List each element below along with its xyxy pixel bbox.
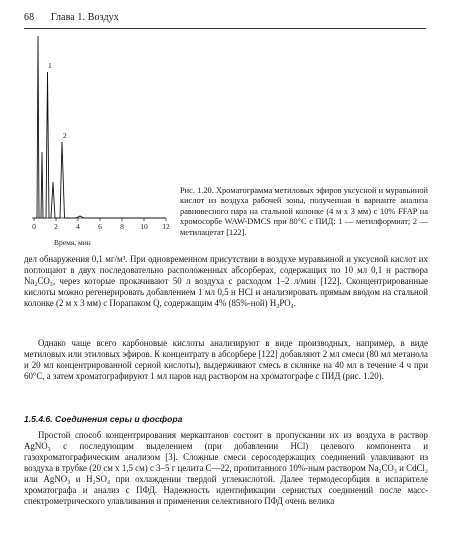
paragraph-text: Простой способ концентрирования меркаптанов состоит в пропускании их из воздуха в раствор AgNO₃ с последующим выделением (при добавлении HCl) целевого компонента и газохроматографическим анализом [3]. Сложные смеси серосодержащих соединений улавливают из воздуха в трубке (20 см x 1,5 см) с 3–5 г целита С—22, пропитанного 10%-ным раствором Na₂CO₃ и CdCl₂ или AgNO₃ и H₂SO₄ при охлаждении твердой углекислотой. Далее термодесорбция в испарителе хроматографа и анализ с ПФД. Надежность идентификации сернистых соединений после масс-спектрометрического улавливания и применения селективного ПФД очень велика (24, 430, 428, 507)
tick-label: 4 (76, 222, 80, 231)
paragraph-1 (24, 254, 428, 309)
time-axis-title: Время, мин (54, 238, 91, 247)
peak-label: 1 (48, 61, 52, 70)
tick-label: 12 (162, 222, 170, 231)
running-head (24, 12, 119, 23)
tick-label: 10 (140, 222, 148, 231)
section-heading: 1.5.4.6. Соединения серы и фосфора (24, 414, 183, 424)
paragraph-3 (24, 430, 428, 507)
chromatogram-plot (26, 32, 172, 236)
chromatogram-trace (34, 36, 166, 218)
chromatogram-figure (26, 32, 172, 250)
tick-label: 6 (98, 222, 102, 231)
paragraph-2 (24, 338, 428, 382)
header-rule (24, 28, 426, 29)
tick-label: 0 (32, 222, 36, 231)
tick-label: 2 (54, 222, 58, 231)
paragraph-text: дел обнаружения 0,1 мг/м³. При одновременном присутствии в воздухе муравьиной и уксусной кислот их поглощают в двух последовательно расположенных абсорберах, содержащих по 10 мл 0,1 н раствора Na₂CO₃, через которые прокачивают 50 л воздуха с расходом 1–2 л/мин [122]. Сконцентрированные кислоты можно регенерировать добавлением 1 мл 0,5 н HCl и анализировать прямым вводом на стальной колонке (2 м x 3 мм) с Порапаком Q, содержащим 4% (85%-ной) H₃PO₄. (24, 254, 428, 309)
page-number: 68 (24, 12, 35, 23)
paragraph-text: Однако чаще всего карбоновые кислоты анализируют в виде производных, например, в виде метиловых или этиловых эфиров. К концентрату в абсорбере [122] добавляют 2 мл смеси (80 мл метанола и 20 мл концентрированной серной кислоты), выдерживают смесь в склянке на 40 мл в течение 4 ч при 60°С, а затем хроматографируют 1 мл паров над раствором на хроматографе с ПИД (рис. 1.20). (24, 338, 428, 382)
peak-label: 2 (63, 131, 67, 140)
tick-label: 8 (120, 222, 124, 231)
figure-caption: Рис. 1.20. Хроматограмма метиловых эфиров уксусной и муравьиной кислот из воздуха рабочей зоны, полученная в варианте анализа равновесного пара на стальной колонке (4 м x 3 мм) с 10% FFAP на хромосорбе WAW-DMCS при 80°С с ПИД: 1 — метилформиат; 2 — метилацетат [122]. (180, 186, 428, 237)
chapter-title: Глава 1. Воздух (50, 12, 119, 23)
